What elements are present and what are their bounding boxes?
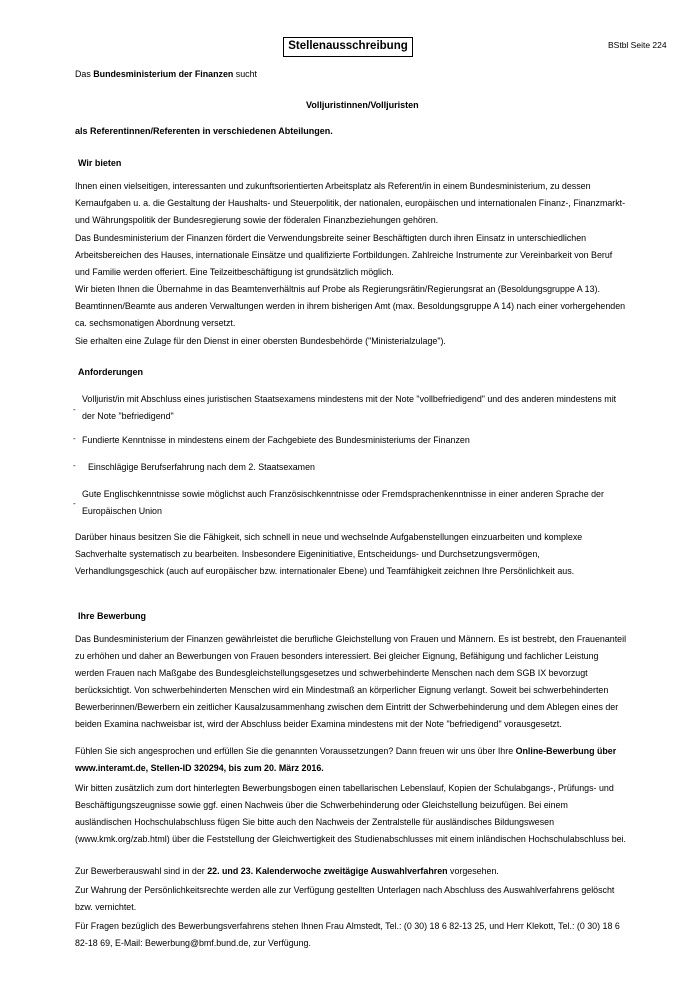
requirement-item-2: Fundierte Kenntnisse in mindestens einem der Fachgebiete des Bundesministeriums der Finanzen [82, 435, 470, 445]
section-heading-wir-bieten: Wir bieten [78, 158, 122, 168]
contact-paragraph: Für Fragen bezüglich des Bewerbungsverfahrens stehen Ihnen Frau Almstedt, Tel.: (0 30) 18 6 82-13 25, und Herr Klekott, Tel.: (0 30) 18 6 82-18 69, E-Mail: Bewerbung@bmf.bund.de, zur Verfügung. [75, 921, 620, 948]
selection-text-pre: Zur Bewerberauswahl sind in der [75, 866, 208, 876]
requirement-item-1: Volljurist/in mit Abschluss eines juristischen Staatsexamens mindestens mit der Note "vollbefriedigend" und des anderen mindestens mit der Note "befriedigend" [82, 394, 617, 421]
bullet-dash: - [73, 499, 76, 508]
bewerbung-paragraph-2 [75, 743, 627, 777]
wir-bieten-paragraph-1: Ihnen einen vielseitigen, interessanten und zukunftsorientierten Arbeitsplatz als Referent/in in einem Bundesministerium, zu dessen Kernaufgaben u. a. die Gestaltung der Haushalts- und Steuerpolitik, der nationalen, europäischen und internationalen Finanz-, Finanzmarkt- und Währungspolitik der Bundesregierung sowie der föderalen Finanzbeziehungen gehören. [75, 181, 626, 225]
bewerbung-paragraph-4 [75, 863, 627, 880]
wir-bieten-paragraph-3: Wir bieten Ihnen die Übernahme in das Beamtenverhältnis auf Probe als Regierungsrätin/Regierungsrat an (Besoldungsgruppe A 13). Beamtinnen/Beamte aus anderen Verwaltungen werden in ihrem bisherigen Amt (max. Besoldungsgruppe A 14) nach einer vorhergehenden ca. sechsmonatigen Abordnung versetzt. [75, 284, 626, 328]
wir-bieten-paragraph-4: Sie erhalten eine Zulage für den Dienst in einer obersten Bundesbehörde ("Ministerialzulage"). [75, 336, 446, 346]
anforderungen-paragraph: Darüber hinaus besitzen Sie die Fähigkeit, sich schnell in neue und wechselnde Aufgabenstellungen einzuarbeiten und komplexe Sachverhalte systematisch zu bearbeiten. Insbesondere Eigeninitiative, Entscheidungs- und Durchsetzungsvermögen, Verhandlungsgeschick (auch auf europäischer bzw. internationaler Ebene) und Teamfähigkeit zeichnen Ihre Persönlichkeit aus. [75, 532, 583, 576]
bewerbung-paragraph-5: Zur Wahrung der Persönlichkeitsrechte werden alle zur Verfügung gestellten Unterlagen nach Abschluss des Auswahlverfahrens gelöscht bzw. vernichtet. [75, 885, 615, 912]
online-application-text: Fühlen Sie sich angesprochen und erfüllen Sie die genannten Voraussetzungen? Dann freuen wir uns über Ihre [75, 746, 516, 756]
bewerbung-paragraph-1: Das Bundesministerium der Finanzen gewährleistet die berufliche Gleichstellung von Frauen und Männern. Es ist bestrebt, den Frauenanteil zu erhöhen und daher an Bewerbungen von Frauen besonders interessiert. Bei gleicher Eignung, Befähigung und fachlicher Leistung werden Frauen nach Maßgabe des Bundesgleichstellungsgesetzes und schwerbehinderte Menschen nach dem SGB IX bevorzugt berücksichtigt. Von schwerbehinderten Menschen wird ein Mindestmaß an körperlicher Eignung verlangt. Soweit bei schwerbehinderten Bewerberinnen/Bewerbern ein zeitlicher Kausalzusammenhang zwischen dem Eintritt der Schwerbehinderung und dem Ablegen eines der beiden Examina nachweisbar ist, wird der Abschluss beider Examina mindestens mit der Note "befriedigend" vorausgesetzt. [75, 634, 627, 729]
position-subtitle: als Referentinnen/Referenten in verschiedenen Abteilungen. [75, 126, 333, 136]
bullet-dash: - [73, 434, 76, 443]
intro-pre: Das [75, 69, 94, 79]
intro-ministry: Bundesministerium der Finanzen [93, 69, 234, 79]
section-heading-anforderungen: Anforderungen [78, 367, 143, 377]
bewerbung-paragraph-3: Wir bitten zusätzlich zum dort hinterlegten Bewerbungsbogen einen tabellarischen Lebenslauf, Kopien der Schulabgangs-, Prüfungs- und Beschäftigungszeugnisse sowie ggf. einen Nachweis über die Schwerbehinderung oder Gleichstellung beizufügen. Bei einem ausländischen Hochschulabschluss fügen Sie bitte auch den Nachweis der Zentralstelle für ausländisches Bildungswesen (www.kmk.org/zab.html) über die Feststellung der Gleichwertigkeit des Studienabschlusses mit einem inländischen Hochschulabschluss bei. [75, 783, 626, 844]
requirement-item-4: Gute Englischkenntnisse sowie möglichst auch Französischkenntnisse oder Fremdsprachenkenntnisse in einer anderen Sprache der Europäischen Union [82, 489, 604, 516]
online-application-details: Online-Bewerbung über www.interamt.de, Stellen-ID 320294, bis zum 20. März 2016. [75, 746, 617, 773]
intro-line [75, 66, 627, 83]
position-title: Volljuristinnen/Volljuristen [306, 100, 419, 110]
page-title: Stellenausschreibung [283, 37, 413, 57]
section-heading-bewerbung: Ihre Bewerbung [78, 611, 147, 621]
selection-text-post: vorgesehen. [447, 866, 499, 876]
selection-weeks: 22. und 23. Kalenderwoche zweitägige Auswahlverfahren [207, 866, 448, 876]
bullet-dash: - [73, 405, 76, 414]
requirement-item-3: Einschlägige Berufserfahrung nach dem 2. Staatsexamen [88, 462, 315, 472]
bullet-dash: - [73, 461, 76, 470]
page-reference: BStbl Seite 224 [608, 40, 667, 50]
wir-bieten-paragraph-2: Das Bundesministerium der Finanzen fördert die Verwendungsbreite seiner Beschäftigten durch ihren Einsatz in unterschiedlichen Arbeitsbereichen des Hauses, internationale Einsätze und qualifizierte Fortbildungen. Zahlreiche Instrumente zur Vereinbarkeit von Beruf und Familie werden offeriert. Eine Teilzeitbeschäftigung ist grundsätzlich möglich. [75, 233, 613, 277]
intro-post: sucht [233, 69, 257, 79]
